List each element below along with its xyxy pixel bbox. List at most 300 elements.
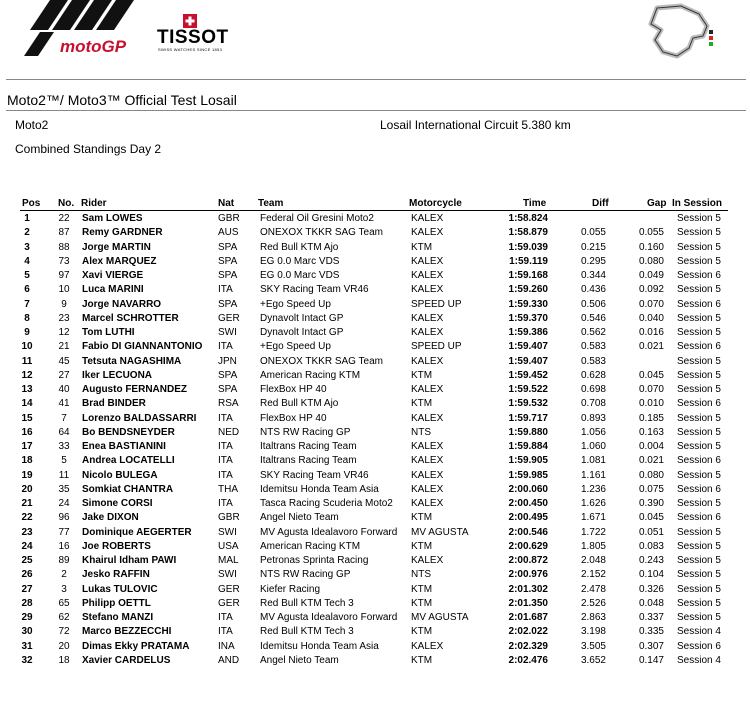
header-rider: Rider xyxy=(81,198,107,209)
table-row xyxy=(0,356,750,370)
cell-gap: 0.147 xyxy=(638,654,664,666)
cell-gap: 0.070 xyxy=(638,298,664,310)
cell-diff: 2.526 xyxy=(580,597,606,609)
cell-motorcycle: KTM xyxy=(411,369,433,381)
cell-motorcycle: KALEX xyxy=(411,355,444,367)
cell-no: 5 xyxy=(61,455,67,467)
cell-no: 21 xyxy=(58,341,70,353)
cell-pos: 13 xyxy=(21,384,33,395)
cell-session: Session 5 xyxy=(677,569,721,581)
cell-no: 12 xyxy=(58,327,70,338)
cell-team: American Racing KTM xyxy=(260,540,361,552)
cell-diff: 0.893 xyxy=(580,412,606,424)
cell-team: NTS RW Racing GP xyxy=(260,426,351,438)
cell-diff: 1.626 xyxy=(580,498,606,509)
cell-team: Petronas Sprinta Racing xyxy=(260,555,369,566)
cell-no: 88 xyxy=(58,241,70,253)
cell-pos: 9 xyxy=(24,327,30,338)
cell-motorcycle: KALEX xyxy=(411,227,444,239)
table-row xyxy=(0,555,750,569)
cell-diff: 0.436 xyxy=(580,284,606,296)
cell-nat: SPA xyxy=(218,270,238,281)
cell-diff: 1.081 xyxy=(580,455,606,467)
cell-team: FlexBox HP 40 xyxy=(260,412,327,424)
cell-session: Session 4 xyxy=(677,654,721,666)
cell-rider: Stefano MANZI xyxy=(82,612,154,623)
cell-nat: ITA xyxy=(218,469,233,481)
cell-diff: 0.295 xyxy=(580,255,606,267)
cell-time: 2:01.350 xyxy=(508,597,548,609)
table-row xyxy=(0,227,750,241)
cell-nat: SPA xyxy=(218,369,238,381)
table-row xyxy=(0,470,750,484)
tissot-wordmark: TISSOT xyxy=(157,27,229,48)
cell-time: 2:02.329 xyxy=(508,640,548,652)
cell-motorcycle: KALEX xyxy=(411,312,444,324)
cell-no: 40 xyxy=(58,384,70,395)
cell-no: 27 xyxy=(58,369,70,381)
cell-pos: 16 xyxy=(21,426,33,438)
header-diff: Diff xyxy=(592,198,609,209)
cell-diff: 1.722 xyxy=(580,526,606,538)
cell-session: Session 5 xyxy=(677,612,721,623)
cell-team: EG 0.0 Marc VDS xyxy=(260,255,340,267)
cell-session: Session 5 xyxy=(677,426,721,438)
cell-no: 97 xyxy=(58,270,70,281)
table-row xyxy=(0,398,750,412)
cell-time: 2:00.060 xyxy=(508,483,548,495)
header-nat: Nat xyxy=(218,198,235,209)
table-row xyxy=(0,341,750,355)
cell-time: 1:59.985 xyxy=(508,469,548,481)
table-row xyxy=(0,541,750,555)
cell-diff: 0.708 xyxy=(580,398,606,410)
cell-diff: 1.805 xyxy=(580,540,606,552)
cell-motorcycle: MV AGUSTA xyxy=(411,526,469,538)
cell-rider: Lukas TULOVIC xyxy=(82,583,158,595)
header-team: Team xyxy=(258,198,284,209)
cell-session: Session 5 xyxy=(677,369,721,381)
cell-diff: 1.671 xyxy=(580,512,606,524)
cell-pos: 7 xyxy=(24,298,30,310)
cell-rider: Marco BEZZECCHI xyxy=(82,626,172,638)
cell-time: 2:00.495 xyxy=(508,512,548,524)
cell-session: Session 5 xyxy=(677,540,721,552)
cell-diff: 1.056 xyxy=(580,426,606,438)
cell-nat: ITA xyxy=(218,498,233,509)
page-title: Moto2™/ Moto3™ Official Test Losail xyxy=(7,92,237,108)
cell-time: 1:59.884 xyxy=(508,441,548,452)
cell-gap: 0.160 xyxy=(638,241,664,253)
cell-gap: 0.040 xyxy=(638,312,664,324)
cell-pos: 11 xyxy=(21,355,33,367)
cell-pos: 4 xyxy=(24,255,30,267)
cell-team: Angel Nieto Team xyxy=(260,654,339,666)
cell-session: Session 5 xyxy=(677,555,721,566)
cell-nat: ITA xyxy=(218,626,233,638)
cell-pos: 1 xyxy=(24,213,30,224)
cell-gap: 0.092 xyxy=(638,284,664,296)
cell-rider: Andrea LOCATELLI xyxy=(82,455,175,467)
cell-rider: Xavi VIERGE xyxy=(82,270,144,281)
cell-nat: ITA xyxy=(218,284,233,296)
cell-gap: 0.070 xyxy=(638,384,664,395)
table-row xyxy=(0,584,750,598)
cell-time: 1:59.407 xyxy=(508,341,548,353)
table-row xyxy=(0,655,750,669)
table-row xyxy=(0,641,750,655)
cell-team: Red Bull KTM Tech 3 xyxy=(260,626,354,638)
cell-nat: NED xyxy=(218,426,240,438)
cell-rider: Joe ROBERTS xyxy=(82,540,151,552)
table-row xyxy=(0,626,750,640)
cell-nat: GER xyxy=(218,583,240,595)
table-row xyxy=(0,455,750,469)
cell-motorcycle: KTM xyxy=(411,583,433,595)
cell-time: 1:59.880 xyxy=(508,426,548,438)
table-row xyxy=(0,327,750,341)
cell-pos: 17 xyxy=(21,441,33,452)
table-row xyxy=(0,256,750,270)
cell-no: 65 xyxy=(58,597,70,609)
cell-no: 33 xyxy=(58,441,70,452)
cell-rider: Philipp OETTL xyxy=(82,597,151,609)
cell-no: 11 xyxy=(58,469,70,481)
cell-time: 2:01.687 xyxy=(508,612,548,623)
cell-motorcycle: KALEX xyxy=(411,327,444,338)
cell-gap: 0.083 xyxy=(638,540,664,552)
cell-rider: Luca MARINI xyxy=(82,284,144,296)
cell-time: 1:58.879 xyxy=(508,227,548,239)
cell-rider: Nicolo BULEGA xyxy=(82,469,158,481)
cell-diff: 0.628 xyxy=(580,369,606,381)
cell-no: 3 xyxy=(61,583,67,595)
cell-no: 64 xyxy=(58,426,70,438)
table-row xyxy=(0,527,750,541)
cell-rider: Dominique AEGERTER xyxy=(82,526,192,538)
cell-session: Session 5 xyxy=(677,583,721,595)
cell-rider: Jorge MARTIN xyxy=(82,241,151,253)
cell-nat: GER xyxy=(218,597,240,609)
cell-team: Kiefer Racing xyxy=(260,583,321,595)
cell-pos: 8 xyxy=(24,312,30,324)
table-row xyxy=(0,270,750,284)
cell-diff: 0.546 xyxy=(580,312,606,324)
cell-pos: 19 xyxy=(21,469,33,481)
cell-diff: 0.344 xyxy=(580,270,606,281)
cell-time: 1:58.824 xyxy=(508,213,548,224)
cell-time: 1:59.386 xyxy=(508,327,548,338)
cell-nat: ITA xyxy=(218,612,233,623)
cell-gap: 0.080 xyxy=(638,255,664,267)
cell-nat: USA xyxy=(218,540,239,552)
cell-team: ONEXOX TKKR SAG Team xyxy=(260,227,384,239)
cell-session: Session 5 xyxy=(677,284,721,296)
cell-session: Session 5 xyxy=(677,255,721,267)
cell-nat: GBR xyxy=(218,213,240,224)
cell-time: 2:00.546 xyxy=(508,526,548,538)
table-row xyxy=(0,370,750,384)
cell-team: SKY Racing Team VR46 xyxy=(260,469,369,481)
cell-motorcycle: KTM xyxy=(411,540,433,552)
cell-gap: 0.390 xyxy=(638,498,664,509)
cell-team: ONEXOX TKKR SAG Team xyxy=(260,355,384,367)
cell-motorcycle: NTS xyxy=(411,426,431,438)
cell-session: Session 6 xyxy=(677,512,721,524)
cell-nat: SWI xyxy=(218,569,237,581)
cell-no: 41 xyxy=(58,398,70,410)
cell-no: 72 xyxy=(58,626,70,638)
cell-team: Red Bull KTM Ajo xyxy=(260,398,339,410)
cell-nat: GBR xyxy=(218,512,240,524)
title-divider xyxy=(6,110,746,111)
cell-session: Session 6 xyxy=(677,298,721,310)
cell-gap: 0.243 xyxy=(638,555,664,566)
cell-session: Session 6 xyxy=(677,270,721,281)
motogp-logo-text: motoGP xyxy=(60,37,127,56)
cell-team: NTS RW Racing GP xyxy=(260,569,351,581)
cell-motorcycle: KTM xyxy=(411,512,433,524)
cell-session: Session 4 xyxy=(677,626,721,638)
cell-rider: Lorenzo BALDASSARRI xyxy=(82,412,197,424)
cell-pos: 27 xyxy=(21,583,33,595)
cell-nat: ITA xyxy=(218,412,233,424)
cell-no: 2 xyxy=(61,569,67,581)
table-row xyxy=(0,213,750,227)
cell-motorcycle: KALEX xyxy=(411,469,444,481)
cell-diff: 0.562 xyxy=(580,327,606,338)
cell-no: 23 xyxy=(58,312,70,324)
cell-time: 2:00.450 xyxy=(508,498,548,509)
table-header-rule xyxy=(20,210,728,211)
cell-rider: Bo BENDSNEYDER xyxy=(82,426,175,438)
cell-motorcycle: KALEX xyxy=(411,498,444,509)
cell-rider: Dimas Ekky PRATAMA xyxy=(82,640,190,652)
cell-session: Session 6 xyxy=(677,398,721,410)
cell-motorcycle: KALEX xyxy=(411,640,444,652)
cell-team: FlexBox HP 40 xyxy=(260,384,327,395)
cell-rider: Jesko RAFFIN xyxy=(82,569,150,581)
cell-rider: Xavier CARDELUS xyxy=(82,654,171,666)
cell-no: 24 xyxy=(58,498,70,509)
cell-team: Dynavolt Intact GP xyxy=(260,312,344,324)
cell-time: 2:00.976 xyxy=(508,569,548,581)
cell-rider: Sam LOWES xyxy=(82,213,143,224)
cell-motorcycle: KALEX xyxy=(411,555,444,566)
header-motorcycle: Motorcycle xyxy=(409,198,462,209)
cell-rider: Enea BASTIANINI xyxy=(82,441,166,452)
table-row xyxy=(0,441,750,455)
cell-motorcycle: SPEED UP xyxy=(411,341,462,353)
cell-diff: 2.152 xyxy=(580,569,606,581)
cell-pos: 12 xyxy=(21,369,33,381)
cell-no: 87 xyxy=(58,227,70,239)
cell-time: 2:01.302 xyxy=(508,583,548,595)
cell-no: 18 xyxy=(58,654,70,666)
cell-rider: Tetsuta NAGASHIMA xyxy=(82,355,182,367)
cell-gap: 0.185 xyxy=(638,412,664,424)
table-row xyxy=(0,498,750,512)
cell-pos: 26 xyxy=(21,569,33,581)
cell-no: 7 xyxy=(61,412,67,424)
cell-session: Session 5 xyxy=(677,327,721,338)
cell-gap: 0.335 xyxy=(638,626,664,638)
category-label: Moto2 xyxy=(15,118,49,132)
header-pos: Pos xyxy=(22,198,41,209)
cell-gap: 0.048 xyxy=(638,597,664,609)
cell-diff: 2.048 xyxy=(580,555,606,566)
cell-nat: SWI xyxy=(218,526,237,538)
cell-session: Session 5 xyxy=(677,312,721,324)
cell-time: 1:59.717 xyxy=(508,412,548,424)
cell-time: 1:59.330 xyxy=(508,298,548,310)
cell-pos: 29 xyxy=(21,612,33,623)
table-row xyxy=(0,427,750,441)
cell-motorcycle: KALEX xyxy=(411,213,444,224)
cell-motorcycle: KALEX xyxy=(411,441,444,452)
cell-time: 1:59.452 xyxy=(508,369,548,381)
cell-diff: 1.060 xyxy=(580,441,606,452)
cell-team: Italtrans Racing Team xyxy=(260,441,357,452)
cell-rider: Jake DIXON xyxy=(82,512,139,524)
header-gap: Gap xyxy=(647,198,667,209)
cell-motorcycle: KTM xyxy=(411,241,433,253)
cell-motorcycle: KALEX xyxy=(411,270,444,281)
cell-gap: 0.051 xyxy=(638,526,664,538)
cell-rider: Iker LECUONA xyxy=(82,369,153,381)
cell-pos: 28 xyxy=(21,597,33,609)
header-no: No. xyxy=(58,198,75,209)
cell-pos: 18 xyxy=(21,455,33,467)
cell-team: MV Agusta Idealavoro Forward xyxy=(260,612,398,623)
cell-team: Idemitsu Honda Team Asia xyxy=(260,483,379,495)
cell-pos: 5 xyxy=(24,270,30,281)
cell-no: 62 xyxy=(58,612,70,623)
cell-motorcycle: MV AGUSTA xyxy=(411,612,469,623)
cell-diff: 0.583 xyxy=(580,355,606,367)
cell-motorcycle: NTS xyxy=(411,569,431,581)
cell-session: Session 5 xyxy=(677,597,721,609)
cell-gap: 0.307 xyxy=(638,640,664,652)
cell-pos: 3 xyxy=(24,241,30,253)
table-row xyxy=(0,299,750,313)
cell-session: Session 6 xyxy=(677,640,721,652)
cell-nat: RSA xyxy=(218,398,239,410)
cell-rider: Simone CORSI xyxy=(82,498,153,509)
cell-nat: JPN xyxy=(218,355,237,367)
cell-pos: 30 xyxy=(21,626,33,638)
cell-rider: Somkiat CHANTRA xyxy=(82,483,174,495)
cell-motorcycle: KALEX xyxy=(411,384,444,395)
cell-motorcycle: KALEX xyxy=(411,284,444,296)
cell-gap: 0.337 xyxy=(638,612,664,623)
cell-pos: 31 xyxy=(21,640,33,652)
cell-no: 16 xyxy=(58,540,70,552)
cell-time: 1:59.532 xyxy=(508,398,548,410)
cell-session: Session 6 xyxy=(677,483,721,495)
cell-time: 1:59.905 xyxy=(508,455,548,467)
cell-no: 89 xyxy=(58,555,70,566)
cell-diff: 2.863 xyxy=(580,612,606,623)
table-row xyxy=(0,612,750,626)
cell-rider: Khairul Idham PAWI xyxy=(82,555,177,566)
cell-time: 2:00.872 xyxy=(508,555,548,566)
cell-gap: 0.045 xyxy=(638,369,664,381)
cell-nat: THA xyxy=(218,483,238,495)
header-divider xyxy=(6,79,746,80)
cell-rider: Tom LUTHI xyxy=(82,327,135,338)
cell-no: 73 xyxy=(58,255,70,267)
table-row xyxy=(0,569,750,583)
cell-rider: Fabio DI GIANNANTONIO xyxy=(82,341,203,353)
cell-diff: 0.055 xyxy=(580,227,606,239)
cell-time: 2:02.022 xyxy=(508,626,548,638)
cell-team: American Racing KTM xyxy=(260,369,361,381)
cell-session: Session 6 xyxy=(677,341,721,353)
cell-no: 20 xyxy=(58,640,70,652)
cell-nat: SWI xyxy=(218,327,237,338)
standings-subtitle: Combined Standings Day 2 xyxy=(15,142,162,156)
cell-gap: 0.021 xyxy=(638,341,664,353)
cell-session: Session 5 xyxy=(677,213,721,224)
table-row xyxy=(0,484,750,498)
cell-team: Red Bull KTM Ajo xyxy=(260,241,339,253)
cell-team: Italtrans Racing Team xyxy=(260,455,357,467)
cell-gap: 0.080 xyxy=(638,469,664,481)
cell-diff: 1.161 xyxy=(580,469,606,481)
table-row xyxy=(0,242,750,256)
cell-pos: 32 xyxy=(21,654,33,666)
cell-no: 10 xyxy=(58,284,70,296)
cell-team: Idemitsu Honda Team Asia xyxy=(260,640,379,652)
cell-session: Session 5 xyxy=(677,227,721,239)
page-header xyxy=(0,0,750,80)
cell-gap: 0.163 xyxy=(638,426,664,438)
cell-diff: 0.698 xyxy=(580,384,606,395)
cell-rider: Remy GARDNER xyxy=(82,227,163,239)
cell-session: Session 5 xyxy=(677,498,721,509)
cell-pos: 15 xyxy=(21,412,33,424)
cell-diff: 1.236 xyxy=(580,483,606,495)
cell-session: Session 5 xyxy=(677,526,721,538)
cell-pos: 24 xyxy=(21,540,33,552)
cell-team: +Ego Speed Up xyxy=(260,298,331,310)
cell-gap: 0.104 xyxy=(638,569,664,581)
cell-no: 96 xyxy=(58,512,70,524)
cell-gap: 0.016 xyxy=(638,327,664,338)
cell-team: MV Agusta Idealavoro Forward xyxy=(260,526,398,538)
cell-time: 1:59.407 xyxy=(508,355,548,367)
tissot-logo xyxy=(157,14,237,54)
table-row xyxy=(0,284,750,298)
cell-session: Session 6 xyxy=(677,455,721,467)
cell-gap: 0.045 xyxy=(638,512,664,524)
cell-no: 77 xyxy=(58,526,70,538)
cell-diff: 3.505 xyxy=(580,640,606,652)
cell-motorcycle: KTM xyxy=(411,654,433,666)
cell-pos: 25 xyxy=(21,555,33,566)
cell-diff: 0.506 xyxy=(580,298,606,310)
cell-nat: ITA xyxy=(218,455,233,467)
cell-rider: Marcel SCHROTTER xyxy=(82,312,179,324)
cell-motorcycle: KTM xyxy=(411,398,433,410)
cell-nat: SPA xyxy=(218,298,238,310)
cell-team: EG 0.0 Marc VDS xyxy=(260,270,340,281)
cell-rider: Alex MARQUEZ xyxy=(82,255,157,267)
cell-motorcycle: SPEED UP xyxy=(411,298,462,310)
cell-session: Session 5 xyxy=(677,412,721,424)
cell-gap: 0.075 xyxy=(638,483,664,495)
